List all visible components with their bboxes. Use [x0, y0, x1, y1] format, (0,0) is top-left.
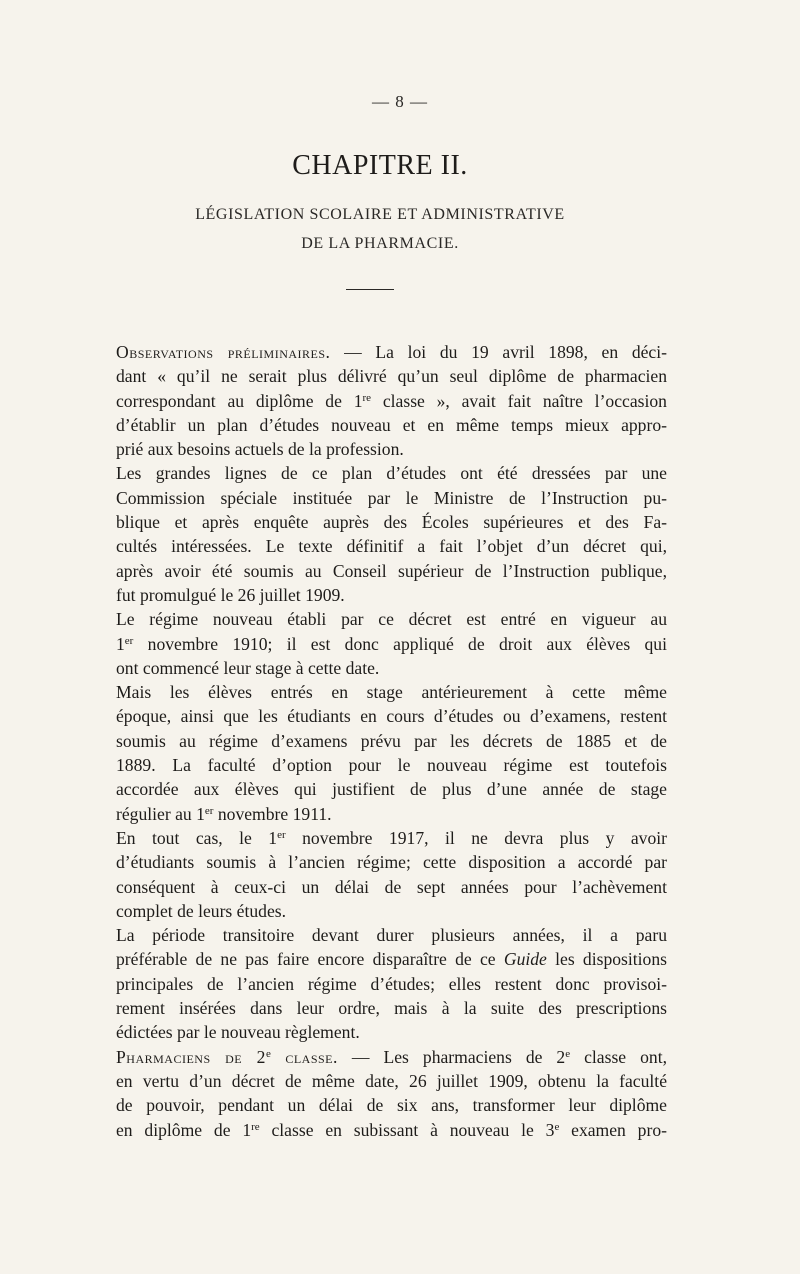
text-line: [116, 680, 667, 704]
run-superscript: re: [251, 1120, 260, 1133]
run: — La loi du 19 avril 1898, en déci-: [330, 342, 667, 362]
run: correspondant au diplôme de 1: [116, 390, 363, 411]
run: — Les pharmaciens de 2: [337, 1046, 566, 1067]
paragraph: [116, 607, 667, 680]
run-heading: Pharmaciens de 2: [116, 1046, 266, 1067]
run: de pouvoir, pendant un délai de six ans, transformer leur diplôme: [116, 1095, 667, 1116]
run: soumis au régime d’examens prévu par les décrets de 1885 et de: [116, 730, 667, 751]
run: préférable de ne pas faire encore disparaître de ce: [116, 949, 504, 970]
run: prié aux besoins actuels de la profession.: [116, 439, 404, 460]
text-line: [116, 389, 667, 413]
run-superscript: e: [554, 1120, 560, 1133]
run: conséquent à ceux-ci un délai de sept années pour l’achèvement: [116, 876, 667, 897]
run: d’établir un plan d’études nouveau et en même temps mieux appro-: [116, 414, 667, 435]
text-line: [116, 850, 667, 874]
text-line: [116, 486, 667, 510]
run: régulier au 1: [116, 803, 205, 824]
run: époque, ainsi que les étudiants en cours d’études ou d’examens, restent: [116, 706, 667, 727]
run: La période transitoire devant durer plusieurs années, il a paru: [116, 925, 667, 946]
text-line: [116, 777, 667, 801]
run: blique et après enquête auprès des Écoles supérieures et des Fa-: [116, 512, 667, 533]
text-line: [116, 729, 667, 753]
run-superscript: re: [362, 391, 372, 404]
text-line: [116, 899, 667, 923]
run: les dispositions: [546, 949, 667, 970]
run: après avoir été soumis au Conseil supérieur de l’Instruction publique,: [116, 560, 667, 581]
run: classe », avait fait naître l’occasion: [371, 390, 667, 411]
run: ont commencé leur stage à cette date.: [116, 657, 380, 678]
paragraph: [116, 923, 667, 1044]
text-line: [116, 704, 667, 728]
run: novembre 1917, il ne devra plus y avoir: [285, 827, 667, 848]
run: examen pro-: [559, 1119, 667, 1140]
run: 1889. La faculté d’option pour le nouveau régime est toutefois: [116, 755, 667, 776]
paragraph: [116, 461, 667, 607]
run: Mais les élèves entrés en stage antérieurement à cette même: [116, 682, 667, 703]
paragraph: [116, 826, 667, 923]
text-line: [116, 583, 667, 607]
run: En tout cas, le 1: [116, 827, 278, 848]
text-line: [116, 1118, 667, 1142]
text-line: [116, 972, 667, 996]
run-heading: classe.: [270, 1046, 338, 1067]
run: en diplôme de 1: [116, 1119, 252, 1140]
run: accordée aux élèves qui justifient de plus d’une année de stage: [116, 779, 667, 800]
run: Les grandes lignes de ce plan d’études ont été dressées par une: [116, 463, 667, 484]
run-superscript: er: [277, 828, 286, 841]
text-line: [116, 996, 667, 1020]
section-subtitle-line-1: LÉGISLATION SCOLAIRE ET ADMINISTRATIVE: [195, 206, 565, 223]
run: dant « qu’il ne serait plus délivré qu’un seul diplôme de pharmacien: [116, 366, 667, 387]
run: en vertu d’un décret de même date, 26 juillet 1909, obtenu la faculté: [116, 1070, 667, 1091]
text-line: [116, 802, 667, 826]
run: complet de leurs études.: [116, 900, 287, 921]
text-line: [116, 947, 667, 971]
body-text: [116, 340, 667, 1142]
run-superscript: e: [265, 1047, 271, 1060]
run: fut promulgué le 26 juillet 1909.: [116, 584, 345, 605]
chapter-title: CHAPITRE II.: [292, 150, 468, 181]
run: d’étudiants soumis à l’ancien régime; cette disposition a accordé par: [116, 852, 667, 873]
run: classe en subissant à nouveau le 3: [259, 1119, 555, 1140]
run-superscript: er: [204, 804, 214, 817]
run-heading: Observations préliminaires.: [116, 342, 331, 362]
text-line: [116, 559, 667, 583]
text-line: [116, 632, 667, 656]
text-line: [116, 364, 667, 388]
paragraph-observations: [116, 340, 667, 461]
text-line: [116, 1045, 667, 1069]
text-line: [116, 340, 667, 364]
paragraph-pharmaciens: [116, 1045, 667, 1142]
section-subtitle-line-2: DE LA PHARMACIE.: [301, 235, 459, 252]
run-superscript: e: [565, 1047, 571, 1060]
text-line: [116, 510, 667, 534]
run: Commission spéciale instituée par le Ministre de l’Instruction pu-: [116, 487, 667, 508]
text-line: [116, 607, 667, 631]
run: novembre 1911.: [213, 803, 332, 824]
run: principales de l’ancien régime d’études; elles restent donc provisoi-: [116, 973, 667, 994]
page-number: — 8 —: [372, 92, 428, 111]
run: édictées par le nouveau règlement.: [116, 1022, 360, 1043]
paragraph: [116, 680, 667, 826]
text-line: [116, 534, 667, 558]
run: Le régime nouveau établi par ce décret est entré en vigueur au: [116, 609, 667, 630]
run: classe ont,: [570, 1046, 668, 1067]
text-line: [116, 753, 667, 777]
text-line: [116, 656, 667, 680]
run: rement insérées dans leur ordre, mais à la suite des prescriptions: [116, 998, 667, 1019]
text-line: [116, 1093, 667, 1117]
text-line: [116, 413, 667, 437]
text-line: [116, 1069, 667, 1093]
run-superscript: er: [124, 634, 134, 647]
run: novembre 1910; il est donc appliqué de droit aux élèves qui: [133, 633, 667, 654]
text-line: [116, 437, 667, 461]
text-line: [116, 923, 667, 947]
run: 1: [116, 633, 125, 654]
text-line: [116, 1020, 667, 1044]
text-line: [116, 826, 667, 850]
run: cultés intéressées. Le texte définitif a fait l’objet d’un décret qui,: [116, 536, 667, 557]
text-line: [116, 461, 667, 485]
section-divider: [346, 289, 394, 290]
text-line: [116, 875, 667, 899]
run-italic: Guide: [503, 949, 547, 970]
